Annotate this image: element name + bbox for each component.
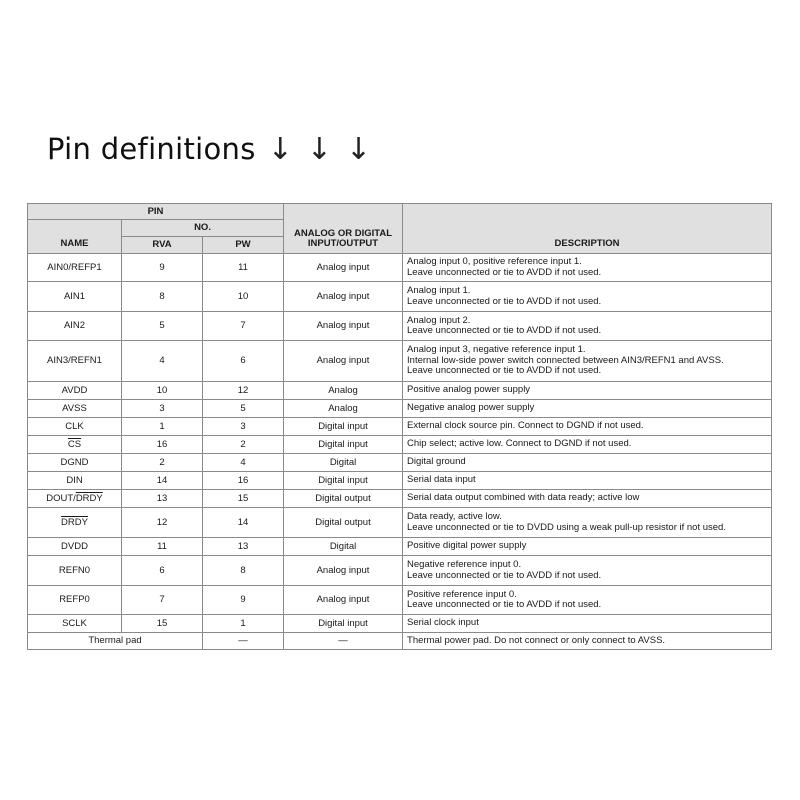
table-row <box>28 472 772 490</box>
pin-rva: 14 <box>122 472 203 490</box>
pin-definitions-table <box>27 203 772 650</box>
pin-description: Positive digital power supply <box>403 538 772 556</box>
table-row <box>28 254 772 282</box>
table-row <box>28 538 772 556</box>
pin-name: DIN <box>28 472 122 490</box>
pin-pw: 8 <box>203 556 284 586</box>
pin-pw: 9 <box>203 586 284 615</box>
pin-io-type: Digital <box>284 454 403 472</box>
pin-name: AVDD <box>28 382 122 400</box>
pin-description: Digital ground <box>403 454 772 472</box>
pin-rva: 2 <box>122 454 203 472</box>
pin-pw: 11 <box>203 254 284 282</box>
pin-description: Analog input 1. Leave unconnected or tie to AVDD if not used. <box>403 282 772 312</box>
table-row <box>28 341 772 382</box>
pin-rva: 10 <box>122 382 203 400</box>
table-row <box>28 382 772 400</box>
pin-pw: 1 <box>203 615 284 633</box>
pin-io-type: Analog input <box>284 556 403 586</box>
pin-name: Thermal pad <box>28 633 203 650</box>
pin-io-type: Analog input <box>284 312 403 341</box>
table-row <box>28 436 772 454</box>
table-row <box>28 312 772 341</box>
title-text: Pin definitions <box>47 132 256 166</box>
header-name: NAME <box>28 220 122 254</box>
pin-rva: 4 <box>122 341 203 382</box>
pin-description: Negative analog power supply <box>403 400 772 418</box>
pin-pw: 2 <box>203 436 284 454</box>
pin-pw: 15 <box>203 490 284 508</box>
pin-description: External clock source pin. Connect to DGND if not used. <box>403 418 772 436</box>
table-row <box>28 508 772 538</box>
header-no: NO. <box>122 220 284 237</box>
pin-name: CLK <box>28 418 122 436</box>
pin-name: AIN3/REFN1 <box>28 341 122 382</box>
pin-name: AIN1 <box>28 282 122 312</box>
pin-rva: 7 <box>122 586 203 615</box>
table-row <box>28 418 772 436</box>
pin-description: Chip select; active low. Connect to DGND if not used. <box>403 436 772 454</box>
pin-description: Analog input 3, negative reference input 1. Internal low-side power switch connected between AIN3/REFN1 and AVSS. Leave unconnected or tie to AVDD if not used. <box>403 341 772 382</box>
header-description: DESCRIPTION <box>403 204 772 254</box>
pin-pw: 12 <box>203 382 284 400</box>
pin-pw: 5 <box>203 400 284 418</box>
pin-pw: 7 <box>203 312 284 341</box>
pin-io-type: Digital input <box>284 472 403 490</box>
pin-io-type: Digital input <box>284 418 403 436</box>
pin-io-type: Digital input <box>284 615 403 633</box>
header-pin: PIN <box>28 204 284 220</box>
pin-rva: 1 <box>122 418 203 436</box>
pin-name: AIN2 <box>28 312 122 341</box>
pin-description: Serial clock input <box>403 615 772 633</box>
pin-name: $\overline{CS}$ <box>28 436 122 454</box>
pin-rva: 16 <box>122 436 203 454</box>
pin-name: DGND <box>28 454 122 472</box>
pin-pw: 16 <box>203 472 284 490</box>
pin-description: Data ready, active low. Leave unconnected or tie to DVDD using a weak pull-up resistor if not used. <box>403 508 772 538</box>
pin-description: Positive analog power supply <box>403 382 772 400</box>
pin-name: SCLK <box>28 615 122 633</box>
table-row <box>28 400 772 418</box>
pin-io-type: Digital input <box>284 436 403 454</box>
header-pw: PW <box>203 237 284 254</box>
pin-description: Analog input 2. Leave unconnected or tie to AVDD if not used. <box>403 312 772 341</box>
pin-description: Negative reference input 0. Leave unconnected or tie to AVDD if not used. <box>403 556 772 586</box>
pin-io-type: Analog input <box>284 586 403 615</box>
pin-rva: 15 <box>122 615 203 633</box>
down-arrows-icon: ↓↓↓ <box>267 132 386 167</box>
pin-name: AIN0/REFP1 <box>28 254 122 282</box>
pin-pw: 13 <box>203 538 284 556</box>
pin-rva: 9 <box>122 254 203 282</box>
pin-name: REFP0 <box>28 586 122 615</box>
pin-io-type: Analog <box>284 400 403 418</box>
pin-io-type: Analog input <box>284 341 403 382</box>
pin-name: REFN0 <box>28 556 122 586</box>
pin-rva: 11 <box>122 538 203 556</box>
pin-rva: 5 <box>122 312 203 341</box>
table-row <box>28 556 772 586</box>
pin-io-type: Digital output <box>284 508 403 538</box>
pin-io-type: Analog <box>284 382 403 400</box>
pin-rva: 6 <box>122 556 203 586</box>
pin-io-type: Digital <box>284 538 403 556</box>
pin-description: Thermal power pad. Do not connect or only connect to AVSS. <box>403 633 772 650</box>
pin-name: DOUT/DRDY <box>28 490 122 508</box>
pin-description: Analog input 0, positive reference input 1. Leave unconnected or tie to AVDD if not used. <box>403 254 772 282</box>
pin-rva: 12 <box>122 508 203 538</box>
pin-io-type: — <box>284 633 403 650</box>
pin-io-type: Digital output <box>284 490 403 508</box>
header-rva: RVA <box>122 237 203 254</box>
pin-name: AVSS <box>28 400 122 418</box>
pin-io-type: Analog input <box>284 254 403 282</box>
header-analog-digital: ANALOG OR DIGITAL INPUT/OUTPUT <box>284 204 403 254</box>
page-title <box>47 132 385 167</box>
pin-description: Serial data output combined with data ready; active low <box>403 490 772 508</box>
pin-pw: 3 <box>203 418 284 436</box>
pin-pw: — <box>203 633 284 650</box>
pin-description: Positive reference input 0. Leave unconnected or tie to AVDD if not used. <box>403 586 772 615</box>
table-row <box>28 586 772 615</box>
table-row <box>28 490 772 508</box>
pin-name: DRDY <box>28 508 122 538</box>
table-row <box>28 615 772 633</box>
table-row <box>28 282 772 312</box>
pin-rva: 8 <box>122 282 203 312</box>
pin-description: Serial data input <box>403 472 772 490</box>
pin-rva: 13 <box>122 490 203 508</box>
pin-rva: 3 <box>122 400 203 418</box>
pin-io-type: Analog input <box>284 282 403 312</box>
table-row <box>28 454 772 472</box>
pin-pw: 6 <box>203 341 284 382</box>
pin-pw: 10 <box>203 282 284 312</box>
pin-pw: 14 <box>203 508 284 538</box>
pin-pw: 4 <box>203 454 284 472</box>
pin-name: DVDD <box>28 538 122 556</box>
table-row <box>28 633 772 650</box>
